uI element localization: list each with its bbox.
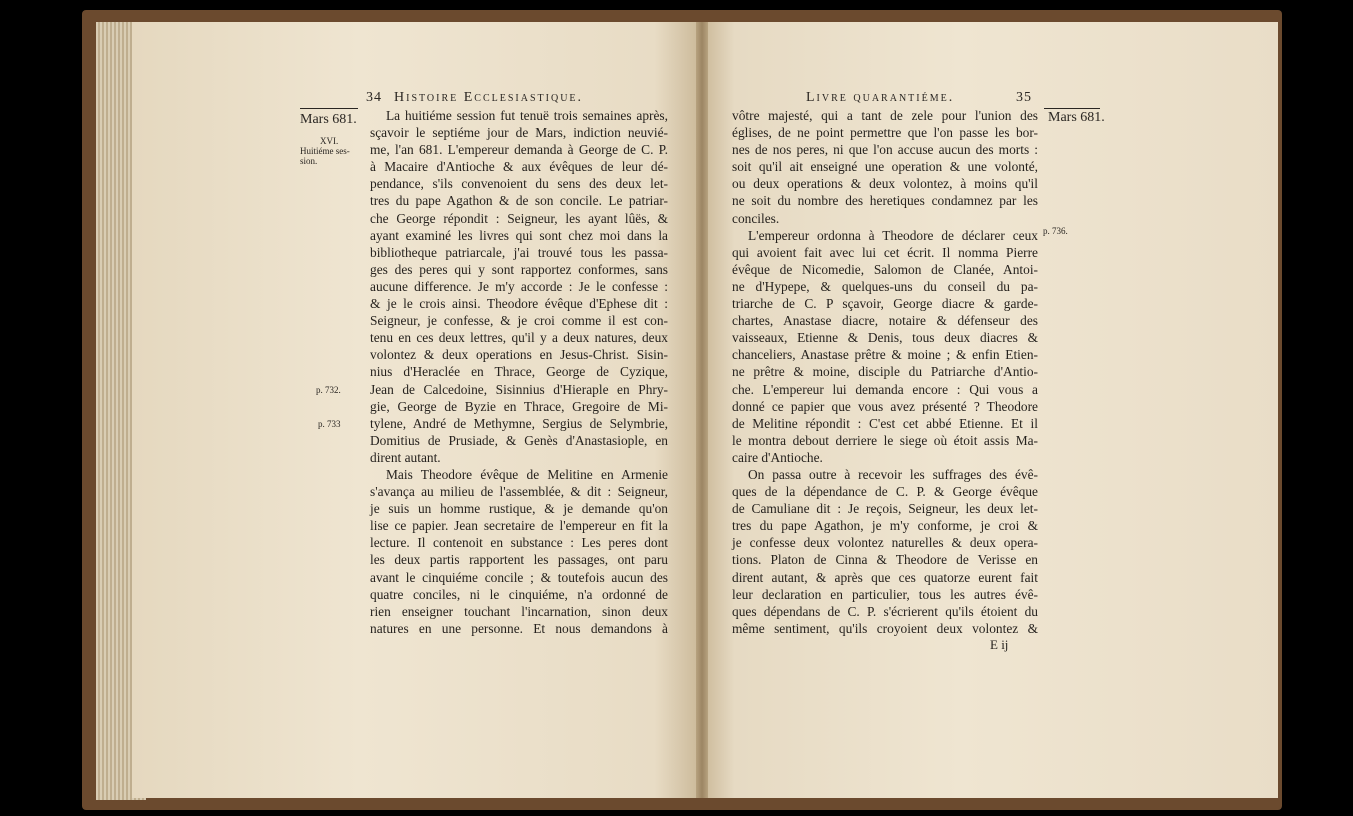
text-line: qui avoient fait avec lui cet écrit. Il nomma Pierre [732,244,1038,260]
text-line: Seigneur, je confesse, & je croi comme il est con- [370,313,668,329]
text-line: églises, de ne point permettre que l'on passe les bor- [732,125,1038,141]
text-line: lise ce papier. Jean secretaire de l'empereur en fit la [370,518,668,534]
text-line: nes de nos peres, ni que l'on accuse aucun des morts : [732,142,1038,158]
right-margin-ref-1: p. 736. [1043,226,1068,236]
text-line: de Melitine répondit : C'est cet abbé Etienne. Et il [732,415,1038,431]
text-line: quatre conciles, ni le cinquiéme, n'a ordonné de [370,586,668,602]
text-line: vôtre majesté, qui a tant de zele pour l'union des [732,108,1038,123]
right-margin-rule [1044,108,1100,109]
book-gutter [696,22,708,798]
text-line: caire d'Antioche. [732,449,823,465]
text-line: le montra debout derriere le siege où étoit assis Ma- [732,432,1038,448]
text-line: aucune difference. Je m'y accorde : Je le confesse : [370,278,668,294]
text-line: ques dépendans de C. P. s'écrierent qu'ils étoient du [732,603,1038,619]
left-margin-ref-2: p. 733 [318,419,341,429]
text-line: che George répondit : Seigneur, les ayant lûës, & [370,210,668,226]
text-line: tres du pape Agathon & de son concile. Le patriar- [370,193,668,209]
text-line: je suis un homme rustique, & je demande qu'on [370,501,668,517]
left-running-head: Histoire Ecclesiastique. [394,90,584,105]
text-line: ges des peres qui y sont rapportez conformes, sans [370,261,668,277]
text-line: L'empereur ordonna à Theodore de déclarer ceux [748,227,1038,243]
text-line: vaisseaux, Etienne & Denis, tous deux diacres & [732,330,1038,346]
text-line: avant le cinquiéme concile ; & toutefois aucun des [370,569,668,585]
left-margin-note: Huitiéme ses- sion. [300,146,350,166]
signature-mark: E ij [990,637,1009,652]
text-line: conciles. [732,210,780,226]
text-line: donné ce papier que vous avez présenté ? Theodore [732,398,1038,414]
text-line: bibliotheque patriarcale, j'ai trouvé tous les passa- [370,244,668,260]
text-line: ne prêtre & moine, disciple du Patriarche d'Antio- [732,364,1038,380]
text-line: Jean de Calcedoine, Sisinnius d'Hieraple en Phry- [370,381,668,397]
text-line: volontez & deux operations en Jesus-Christ. Sisin- [370,347,668,363]
text-line: tres du pape Agathon, je m'y conforme, je croi & [732,518,1038,534]
right-page-text [732,107,1038,637]
right-page-number: 35 [1016,90,1032,105]
text-line: rien enseigner touchant l'incarnation, sinon deux [370,603,668,619]
text-line: On passa outre à recevoir les suffrages des évê- [748,466,1038,482]
text-line: ques de la dépendance de C. P. & George évêque [732,484,1038,500]
text-line: tions. Platon de Cinna & Theodore de Verisse en [732,552,1038,568]
text-line: gie, George de Byzie en Thrace, Gregoire de Mi- [370,398,668,414]
left-page-number: 34 [366,90,382,105]
text-line: pendance, s'ils convenoient du sens des deux let- [370,176,668,192]
text-line: ne soit du nombre des heretiques condamnez par les [732,193,1038,209]
text-line: natures en une personne. Et nous demandons à [370,620,668,636]
text-line: Mais Theodore évêque de Melitine en Armenie [386,466,668,482]
text-line: & je le crois ainsi. Theodore évêque d'Ephese dit : [370,296,668,312]
text-line: chanceliers, Anastase prêtre & moine ; & enfin Etien- [732,347,1038,363]
text-line: soit qu'il ait enseigné une operation & une volonté, [732,159,1038,175]
text-line: La huitiéme session fut tenuë trois semaines après, [386,108,668,123]
text-line: lecture. Il contenoit en substance : Les peres dont [370,535,668,551]
left-margin-ref-1: p. 732. [316,385,341,395]
text-line: Domitius de Prusiade, & Genès d'Anastasiople, en [370,432,668,448]
left-margin-rule [300,108,358,109]
text-line: dirent autant, & après que ces quatorze eurent fait [732,569,1038,585]
right-running-head: Livre quarantiéme. [806,90,955,105]
text-line: ne d'Hypepe, & quelques-uns du conseil du pa- [732,278,1038,294]
text-line: à Macaire d'Antioche & aux évêques de leur dé- [370,159,668,175]
left-margin-date: Mars 681. [300,112,357,127]
text-line: dirent autant. [370,449,441,465]
text-line: me, l'an 681. L'empereur demanda à George de C. P. [370,142,668,158]
text-line: sçavoir le septiéme jour de Mars, indiction neuvié- [370,125,668,141]
text-line: de Camuliane dit : Je reçois, Seigneur, les deux let- [732,501,1038,517]
right-margin-date: Mars 681. [1048,110,1105,125]
text-line: chartes, Anastase diacre, notaire & défenseur des [732,313,1038,329]
text-line: triarche de C. P sçavoir, George diacre & garde- [732,296,1038,312]
text-line: évêque de Nicomedie, Salomon de Clanée, Antoi- [732,261,1038,277]
text-line: les deux partis rapportent les passages, ont paru [370,552,668,568]
left-margin-section: XVI. [320,136,339,146]
text-line: nius d'Heraclée en Thrace, George de Cyzique, [370,364,668,380]
text-line: ou deux operations & deux volontez, à moins qu'il [732,176,1038,192]
text-line: che. L'empereur lui demanda encore : Qui vous a [732,381,1038,397]
text-line: tenu en ces deux lettres, qu'il y a deux natures, deux [370,330,668,346]
left-page-text [370,107,668,637]
text-line: leur declaration en particulier, tous les autres évê- [732,586,1038,602]
text-line: même sentiment, qu'ils croyoient deux volontez & [732,620,1038,636]
text-line: ayant examiné les livres qui sont chez moi dans la [370,227,668,243]
text-line: s'avança au milieu de l'assemblée, & dit : Seigneur, [370,484,668,500]
text-line: tylene, André de Methymne, Sergius de Selymbrie, [370,415,668,431]
text-line: je confesse deux volontez naturelles & deux opera- [732,535,1038,551]
